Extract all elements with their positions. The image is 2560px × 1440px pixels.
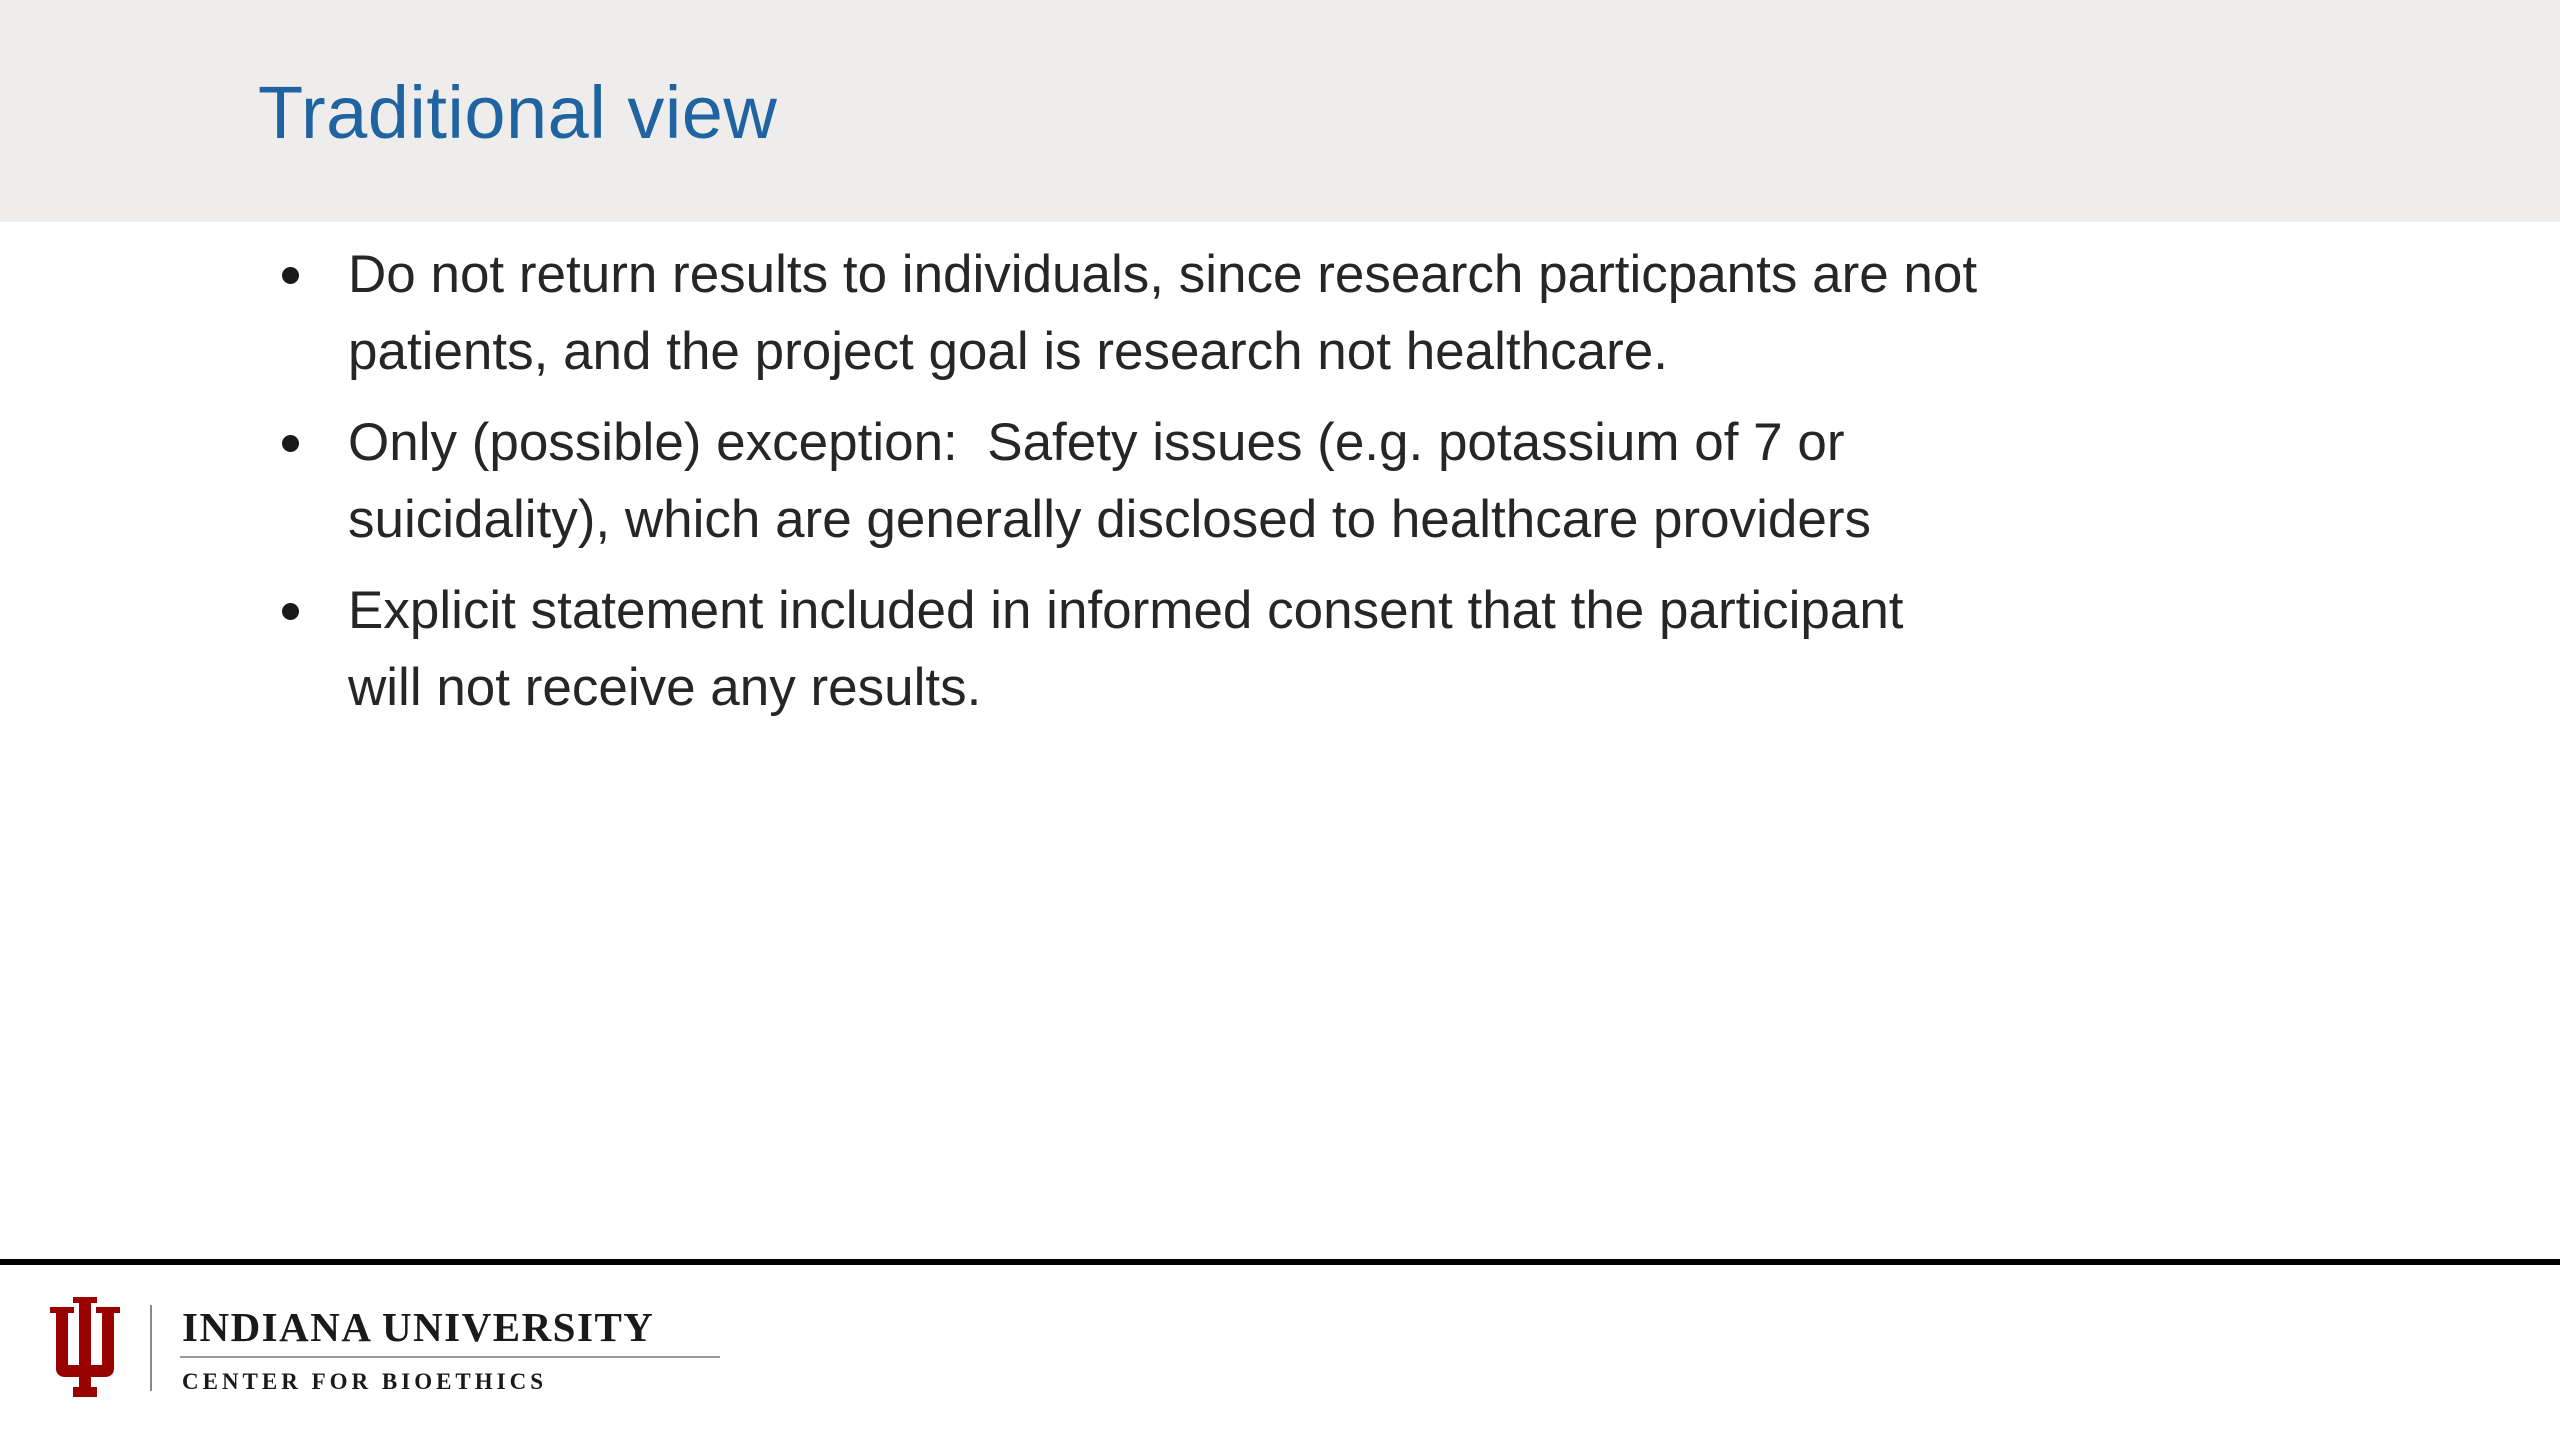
university-name: INDIANA UNIVERSITY: [182, 1304, 655, 1350]
footer: [0, 1265, 2560, 1440]
bullet-item: [272, 572, 2232, 726]
bullet-list: [272, 236, 2232, 740]
bullet-dot-icon: [282, 267, 299, 284]
center-name: CENTER FOR BIOETHICS: [182, 1369, 548, 1394]
bullet-item: [272, 404, 2232, 558]
bullet-text-line: Only (possible) exception: Safety issues (e.g. potassium of 7 or: [348, 413, 1845, 472]
logo-divider: [150, 1305, 152, 1391]
iu-trident-icon: [46, 1297, 124, 1397]
bullet-text-line: suicidality), which are generally disclosed to healthcare providers: [348, 490, 1872, 549]
bullet-item: [272, 236, 2232, 390]
bullet-text-line: Explicit statement included in informed consent that the participant: [348, 581, 1904, 640]
bullet-text-line: will not receive any results.: [348, 658, 982, 717]
bullet-text-line: Do not return results to individuals, since research particpants are not: [348, 245, 1978, 304]
slide-title: Traditional view: [258, 71, 778, 154]
bullet-dot-icon: [282, 435, 299, 452]
logo-rule: [180, 1356, 720, 1358]
bullet-dot-icon: [282, 603, 299, 620]
title-band: [0, 0, 2560, 222]
bullet-text-line: patients, and the project goal is research not healthcare.: [348, 322, 1668, 381]
